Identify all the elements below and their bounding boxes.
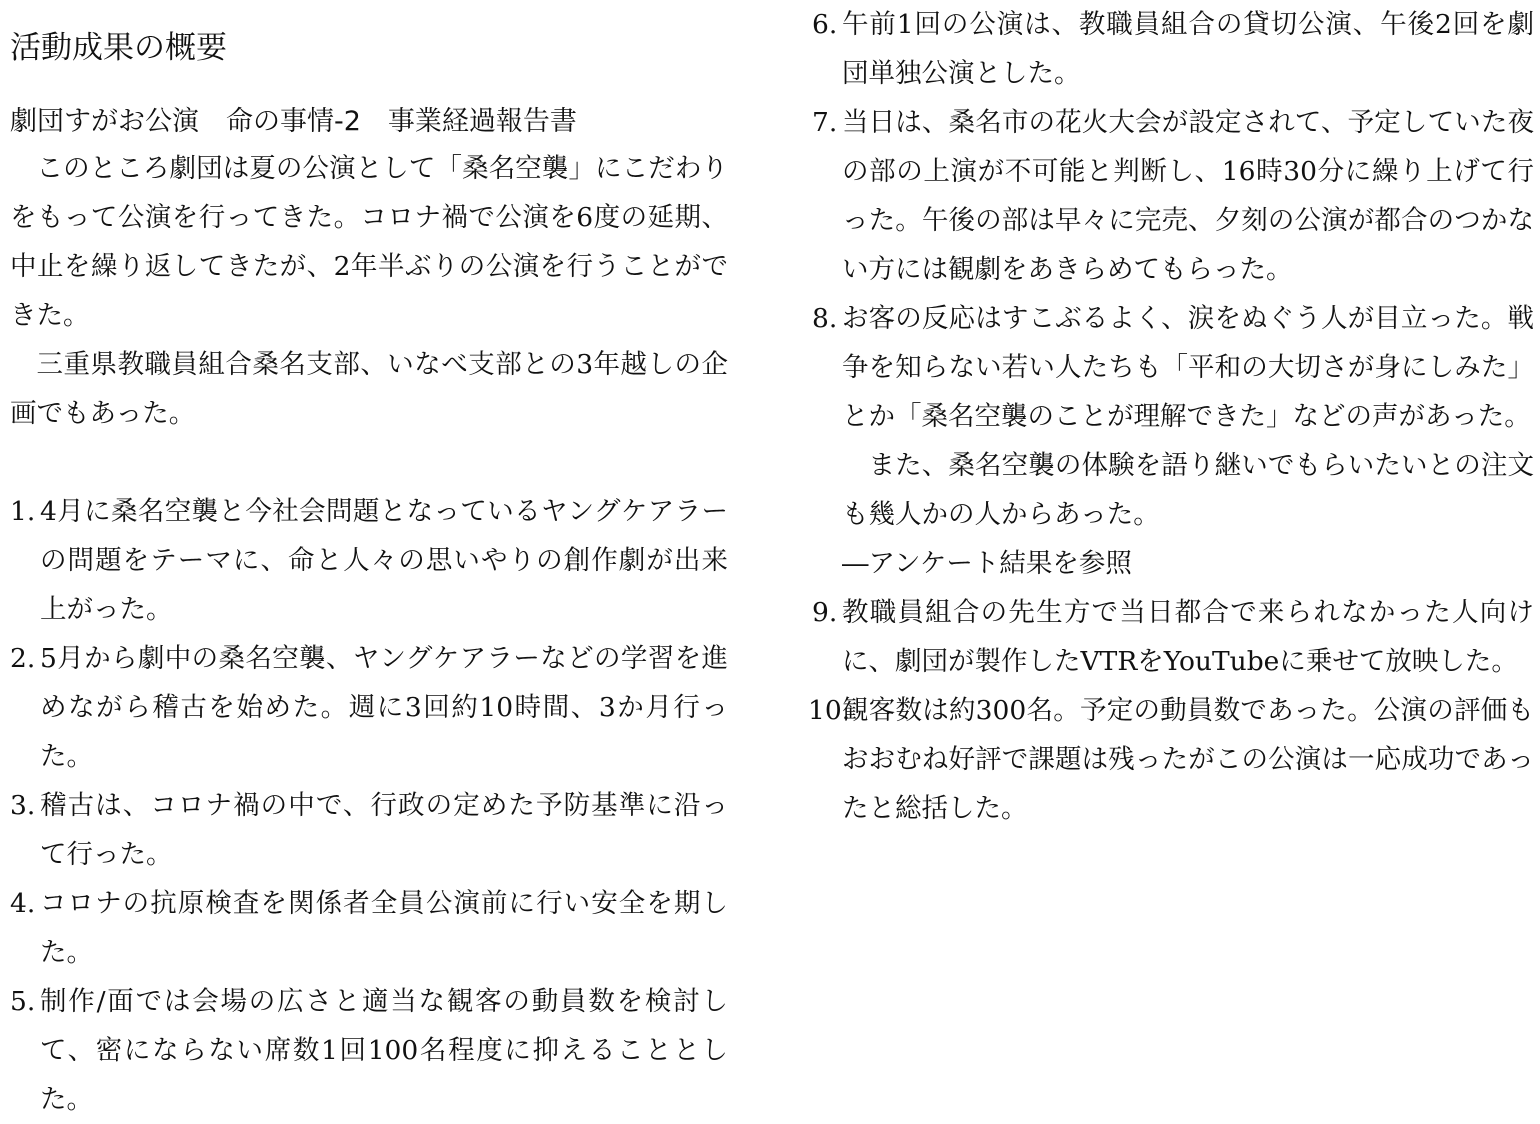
list-item-text: お客の反応はすこぶるよく、涙をぬぐう人が目立った。戦争を知らない若い人たちも「平和の大切さが身にしみた」とか「桑名空襲のことが理解できた」などの声があった。 (842, 303, 1534, 432)
list-item-text: 4月に桑名空襲と今社会問題となっているヤングケアラーの問題をテーマに、命と人々の思いやりの創作劇が出来上がった。 (40, 496, 728, 625)
list-item-2 (10, 634, 728, 781)
list-item-number: 8. (812, 303, 838, 334)
list-item-3 (10, 781, 728, 879)
section-gap (10, 438, 728, 487)
list-item-number: 4. (10, 888, 36, 919)
list-item-text: 観客数は約300名。予定の動員数であった。公演の評価もおおむね好評で課題は残ったがこの公演は一応成功であったと総括した。 (842, 695, 1534, 824)
list-item-text: コロナの抗原検査を関係者全員公演前に行い安全を期した。 (40, 888, 728, 968)
list-item-text: 午前1回の公演は、教職員組合の貸切公演、午後2回を劇団単独公演とした。 (842, 9, 1534, 89)
list-item-9 (812, 588, 1534, 686)
intro-section (10, 144, 728, 1124)
list-item-number: 6. (812, 9, 838, 40)
list-item-6 (812, 0, 1534, 98)
list-item-text: 当日は、桑名市の花火大会が設定されて、予定していた夜の部の上演が不可能と判断し、16時30分に繰り上げて行った。午後の部は早々に完売、夕刻の公演が都合のつかない方には観劇をあきらめてもらった。 (842, 107, 1534, 285)
list-item-number: 7. (812, 107, 838, 138)
list-item-1 (10, 487, 728, 634)
list-item-number: 2. (10, 643, 36, 674)
intro-paragraph-1: このところ劇団は夏の公演として「桑名空襲」にこだわりをもって公演を行ってきた。コロナ禍で公演を6度の延期、中止を繰り返してきたが、2年半ぶりの公演を行うことができた。 (10, 153, 728, 331)
intro-paragraph-2: 三重県教職員組合桑名支部、いなべ支部との3年越しの企画でもあった。 (10, 349, 728, 429)
page-title: 活動成果の概要 (10, 30, 227, 66)
report-list-right (808, 0, 1534, 833)
survey-note: ―アンケート結果を参照 (842, 548, 1132, 579)
list-item-5 (10, 977, 728, 1124)
list-item-number: 3. (10, 790, 36, 821)
list-item-8 (812, 294, 1534, 588)
list-item-number: 5. (10, 986, 36, 1017)
report-title: 劇団すがお公演 命の事情-2 事業経過報告書 (10, 106, 577, 137)
list-item-text: 稽古は、コロナ禍の中で、行政の定めた予防基準に沿って行った。 (40, 790, 728, 870)
list-item-7 (812, 98, 1534, 294)
list-item-text: 5月から劇中の桑名空襲、ヤングケアラーなどの学習を進めながら稽古を始めた。週に3回約10時間、3か月行った。 (40, 643, 728, 772)
report-list-left (10, 487, 728, 1124)
list-item-number: 9. (812, 597, 838, 628)
list-item-subparagraph: また、桑名空襲の体験を語り継いでもらいたいとの注文も幾人かの人からあった。 (842, 450, 1534, 530)
list-item-number: 1. (10, 496, 36, 527)
list-item-number: 10. (808, 695, 851, 726)
list-item-4 (10, 879, 728, 977)
list-item-text: 制作/面では会場の広さと適当な観客の動員数を検討して、密にならない席数1回100名程度に抑えることとした。 (40, 986, 728, 1115)
list-item-10 (808, 686, 1534, 833)
list-item-text: 教職員組合の先生方で当日都合で来られなかった人向けに、劇団が製作したVTRをYouTubeに乗せて放映した。 (842, 597, 1534, 677)
